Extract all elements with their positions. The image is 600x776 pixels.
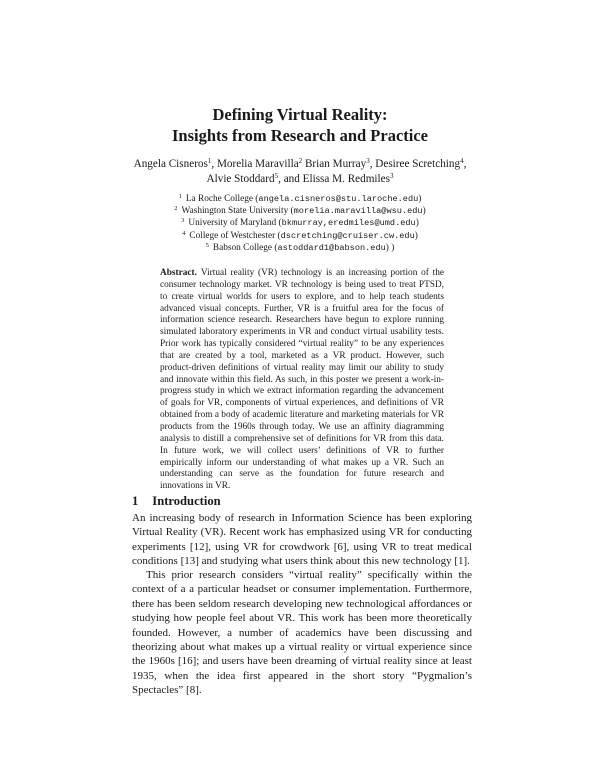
section-number: 1 [132,494,139,508]
author-list [120,157,480,187]
author-name: Angela Cisneros [133,158,208,170]
affiliation-line: $^2$ Washington State University (morelia.maravilla@wsu.edu) [174,205,426,217]
affil-close: ) [414,230,418,241]
affil-email[interactable]: dscretching@cruiser.cw.edu [280,230,415,241]
affil-email[interactable]: astoddard1@babson.edu [277,242,386,253]
author-name: Desiree Scretching [375,158,461,170]
author-name: Morelia Maravilla [216,158,299,170]
abstract [160,268,444,493]
author-separator: , [369,158,376,170]
affiliation-line: $^4$ College of Westchester (dscretching@cruiser.cw.edu) [182,229,418,241]
affil-institution: La Roche College [185,194,253,204]
affil-close: ) ) [385,242,395,253]
affil-number: 3 [181,217,185,225]
affiliation-line: $^5$ Babson College (astoddard1@babson.edu) ) [205,241,395,253]
affil-institution: College of Westchester [189,230,276,241]
affil-close: ) [422,206,426,217]
affil-number: 5 [205,241,209,249]
affiliation-line: $^1$ La Roche College (angela.cisneros@stu.laroche.edu) [178,193,422,204]
author-affil-mark: 1 [207,157,212,165]
affiliation-line: $^3$ University of Maryland (bkmurray,eredmiles@umd.edu) [181,217,419,229]
affil-close: ) [415,218,419,229]
author-affil-mark: 2 [298,157,303,165]
affil-close: ) [418,194,422,204]
affil-institution: Washington State University [181,206,289,217]
author-affil-mark: 5 [274,172,279,180]
title-line-1: Defining Virtual Reality: [212,105,388,124]
paper-title [0,104,600,146]
section-title: Introduction [152,494,221,508]
affil-number: 2 [174,205,178,213]
affil-institution: Babson College [212,242,273,253]
affil-email[interactable]: morelia.maravilla@wsu.edu [293,206,423,217]
abstract-label: Abstract. [160,268,197,278]
affil-email[interactable]: angela.cisneros@stu.laroche.edu [258,194,419,204]
affil-number: 4 [182,229,186,237]
author-separator: , and [278,173,303,185]
abstract-text: Virtual reality (VR) technology is an increasing portion of the consumer technology market. VR technology is being used to treat PTSD, to create virtual worlds for users to explore, and to help teach students advanced visual concepts. Further, VR is a fruitful area for the focus of information science research. Researchers have begun to explore running simulated laboratory experiments in VR and conduct virtual usability tests. Prior work has typically considered “virtual reality” to be any experiences that are created by a tool, marketed as a VR product. However, such product-driven definitions of virtual reality may limit our ability to study and innovate within this field. As such, in this poster we present a work-in-progress study in which we extract information regarding the advancement of goals for VR, components of virtual experiences, and definitions of VR obtained from a body of academic literature and marketing materials for VR products from the 1960s through today. We use an affinity diagramming analysis to distill a comprehensive set of definitions for VR from this data. In future work, we will collect users’ definitions of VR to further empirically inform our understanding of what makes up a VR. Such an understanding can serve as the foundation for future research and innovations in VR. [160,268,444,492]
affil-number: 1 [178,193,182,200]
intro-paragraph-1: An increasing body of research in Information Science has been exploring Virtual Reality (VR). Recent work has emphasized using VR for conducting experiments [12], using VR for crowdwork [6], using VR to treat medical conditions [13] and studying what users think about this new technology [1]. [132,512,472,568]
author-name: Brian Murray [304,158,367,170]
intro-paragraph-2: This prior research considers “virtual reality” specifically within the context of a a particular headset or consumer implementation. Furthermore, there has been seldom research developing new technological affordances or studying how people feel about VR. This work has been more theoretically founded. However, a number of academics have been discussing and theorizing about what makes up a virtual reality or virtual experience since the 1960s [16]; and users have been dreaming of virtual reality since at least 1935, when the idea first appeared in the short story “Pygmalion’s Spectacles” [8]. [132,569,472,697]
affil-email[interactable]: bkmurray,eredmiles@umd.edu [281,218,416,229]
title-line-2: Insights from Research and Practice [171,126,429,145]
author-name: Alvie Stoddard [206,173,275,185]
section-heading-introduction [132,494,221,509]
affil-institution: University of Maryland [188,218,277,229]
author-affil-mark: 4 [460,157,464,165]
author-separator: , [463,158,467,170]
author-separator: , [211,158,217,170]
author-affil-mark: 3 [389,172,394,180]
affiliations [0,193,600,254]
author-name: Elissa M. Redmiles [302,173,390,185]
author-affil-mark: 3 [366,157,370,165]
